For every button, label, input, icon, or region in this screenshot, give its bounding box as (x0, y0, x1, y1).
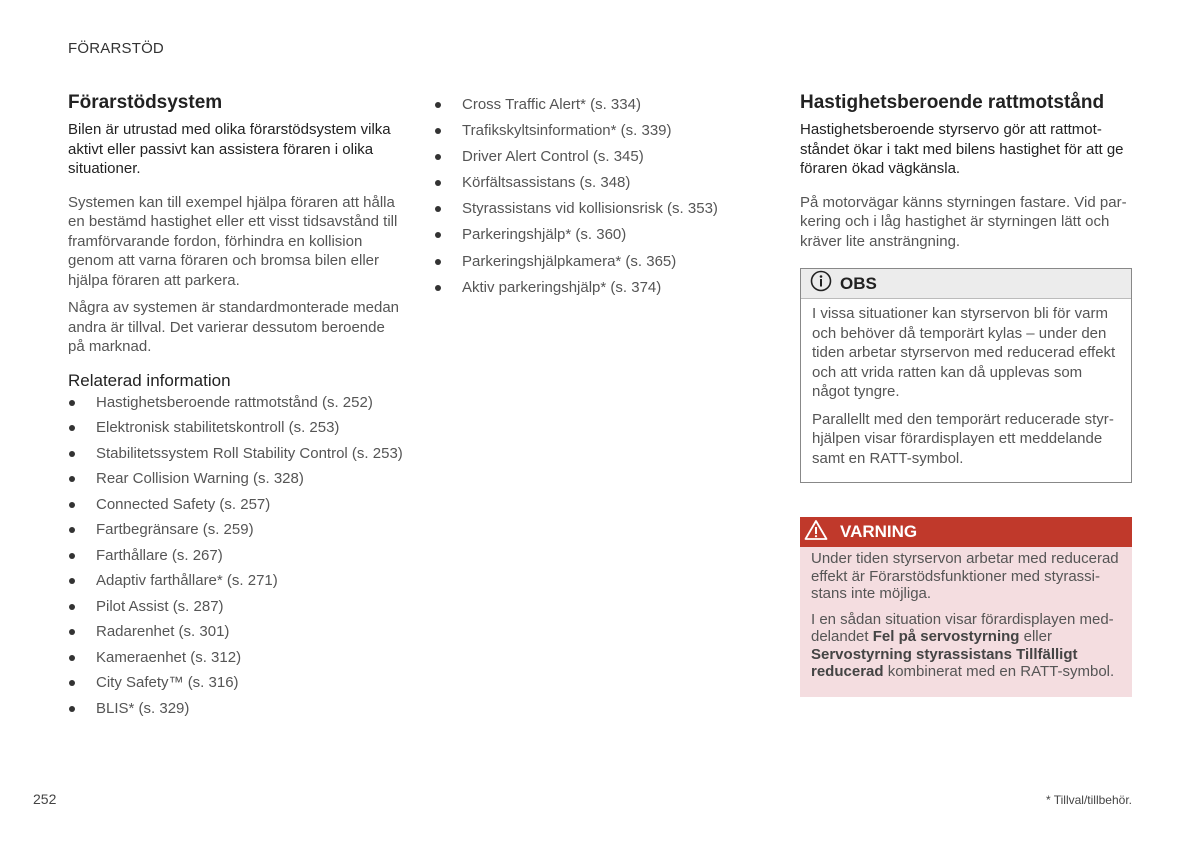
bullet-icon (435, 206, 441, 212)
info-icon (810, 270, 840, 297)
bullet-icon (69, 553, 75, 559)
message-name-1: Fel på servostyrning (872, 628, 1020, 645)
obs-note-box (800, 268, 1132, 483)
related-link[interactable]: Adaptiv farthållare* (s. 271) (68, 571, 403, 591)
related-link[interactable]: Farthållare (s. 267) (68, 546, 403, 566)
obs-title: OBS (840, 273, 877, 293)
warning-paragraph-2: I en sådan situation visar förardisplayen meddelandet Fel på servostyrning eller Servostyrning styrassistans Tillfälligt reducerad kombinerat med en RATT-symbol. (811, 610, 1115, 680)
bullet-icon (435, 180, 441, 186)
bullet-icon (69, 655, 75, 661)
related-link[interactable]: Rear Collision Warning (s. 328) (68, 469, 403, 489)
bullet-icon (69, 451, 75, 457)
body-paragraph-3: På motorvägar känns styrningen fastare. Vid parkering och i låg hastighet är styrningen lätt och kräver lite ansträngning. (800, 193, 1127, 250)
column-left (68, 92, 403, 724)
warning-triangle-icon (804, 519, 840, 546)
footnote: * Tillval/tillbehör. (1045, 793, 1132, 807)
related-link[interactable]: Parkeringshjälpkamera* (s. 365) (432, 252, 732, 272)
related-link[interactable]: Pilot Assist (s. 287) (68, 597, 403, 617)
related-link[interactable]: Trafikskyltsinformation* (s. 339) (432, 121, 732, 141)
warning-box (800, 517, 1132, 697)
obs-header (801, 269, 1131, 299)
bullet-icon (69, 425, 75, 431)
related-heading: Relaterad information (68, 370, 231, 390)
section-title: Förarstödsystem (68, 92, 223, 113)
obs-paragraph-2: Parallellt med den temporärt reducerade styrhjälpen visar förardisplayen ett meddelande samt en RATT-symbol. (812, 410, 1114, 467)
bullet-icon (69, 502, 75, 508)
bullet-icon (435, 154, 441, 160)
related-link[interactable]: Stabilitetssystem Roll Stability Control (s. 253) (68, 444, 403, 464)
related-link[interactable]: Kameraenhet (s. 312) (68, 648, 403, 668)
related-link[interactable]: Radarenhet (s. 301) (68, 622, 403, 642)
page-number: 252 (33, 791, 57, 807)
bullet-icon (435, 128, 441, 134)
bullet-icon (69, 527, 75, 533)
bullet-icon (69, 629, 75, 635)
related-link[interactable]: Cross Traffic Alert* (s. 334) (432, 95, 732, 115)
related-link[interactable]: Connected Safety (s. 257) (68, 495, 403, 515)
column-middle (432, 95, 732, 304)
lead-paragraph-2: Hastighetsberoende styrservo gör att rattmotståndet ökar i takt med bilens hastighet för att ge föraren ökad vägkänsla. (800, 121, 1124, 177)
message-name-2: Servostyrning styrassistans Tillfälligt reducerad (811, 645, 1078, 680)
bullet-icon (69, 476, 75, 482)
related-link[interactable]: Aktiv parkeringshjälp* (s. 374) (432, 278, 732, 298)
column-right (800, 92, 1132, 697)
bullet-icon (69, 706, 75, 712)
related-link[interactable]: City Safety™ (s. 316) (68, 673, 403, 693)
related-link[interactable]: Elektronisk stabilitetskontroll (s. 253) (68, 418, 403, 438)
section-header: FÖRARSTÖD (68, 40, 164, 57)
bullet-icon (435, 259, 441, 265)
bullet-icon (69, 604, 75, 610)
related-link[interactable]: Fartbegränsare (s. 259) (68, 520, 403, 540)
related-link[interactable]: Hastighetsberoende rattmotstånd (s. 252) (68, 393, 403, 413)
related-link[interactable]: Parkeringshjälp* (s. 360) (432, 225, 732, 245)
bullet-icon (69, 680, 75, 686)
section-title-2: Hastighetsberoende rattmotstånd (800, 92, 1105, 113)
warning-title: VARNING (840, 522, 918, 541)
related-link[interactable]: BLIS* (s. 329) (68, 699, 403, 719)
related-link[interactable]: Körfältsassistans (s. 348) (432, 173, 732, 193)
related-list-continued (432, 95, 732, 297)
related-link[interactable]: Driver Alert Control (s. 345) (432, 147, 732, 167)
related-link[interactable]: Styrassistans vid kollisionsrisk (s. 353) (432, 199, 732, 219)
body-paragraph-1: Systemen kan till exempel hjälpa föraren att hålla en bestämd hastighet eller ett visst tidsavstånd till framförvarande fordon, förhindra en kollision genom att varna föraren och bromsa bilen eller hjälpa föraren att parkera. (68, 193, 398, 289)
body-paragraph-2: Några av systemen är standardmonterade medan andra är tillval. Det varierar dessutom beroende på marknad. (68, 299, 400, 355)
obs-paragraph-1: I vissa situationer kan styrservon bli för varm och behöver då temporärt kylas – under den tiden arbetar styrservon med reducerad effekt och att vrida ratten kan då upplevas som något tyngre. (812, 305, 1116, 400)
obs-body (801, 299, 1131, 482)
bullet-icon (435, 102, 441, 108)
related-list (68, 393, 403, 719)
bullet-icon (69, 400, 75, 406)
warning-body (800, 547, 1132, 697)
lead-paragraph: Bilen är utrustad med olika förarstödsystem vilka aktivt eller passivt kan assistera föraren i olika situationer. (68, 121, 391, 177)
bullet-icon (435, 285, 441, 291)
warning-paragraph-1: Under tiden styrservon arbetar med reducerad effekt är Förarstödsfunktioner med styrassistans inte möjliga. (811, 550, 1119, 602)
warning-header (800, 517, 1132, 547)
bullet-icon (69, 578, 75, 584)
bullet-icon (435, 232, 441, 238)
